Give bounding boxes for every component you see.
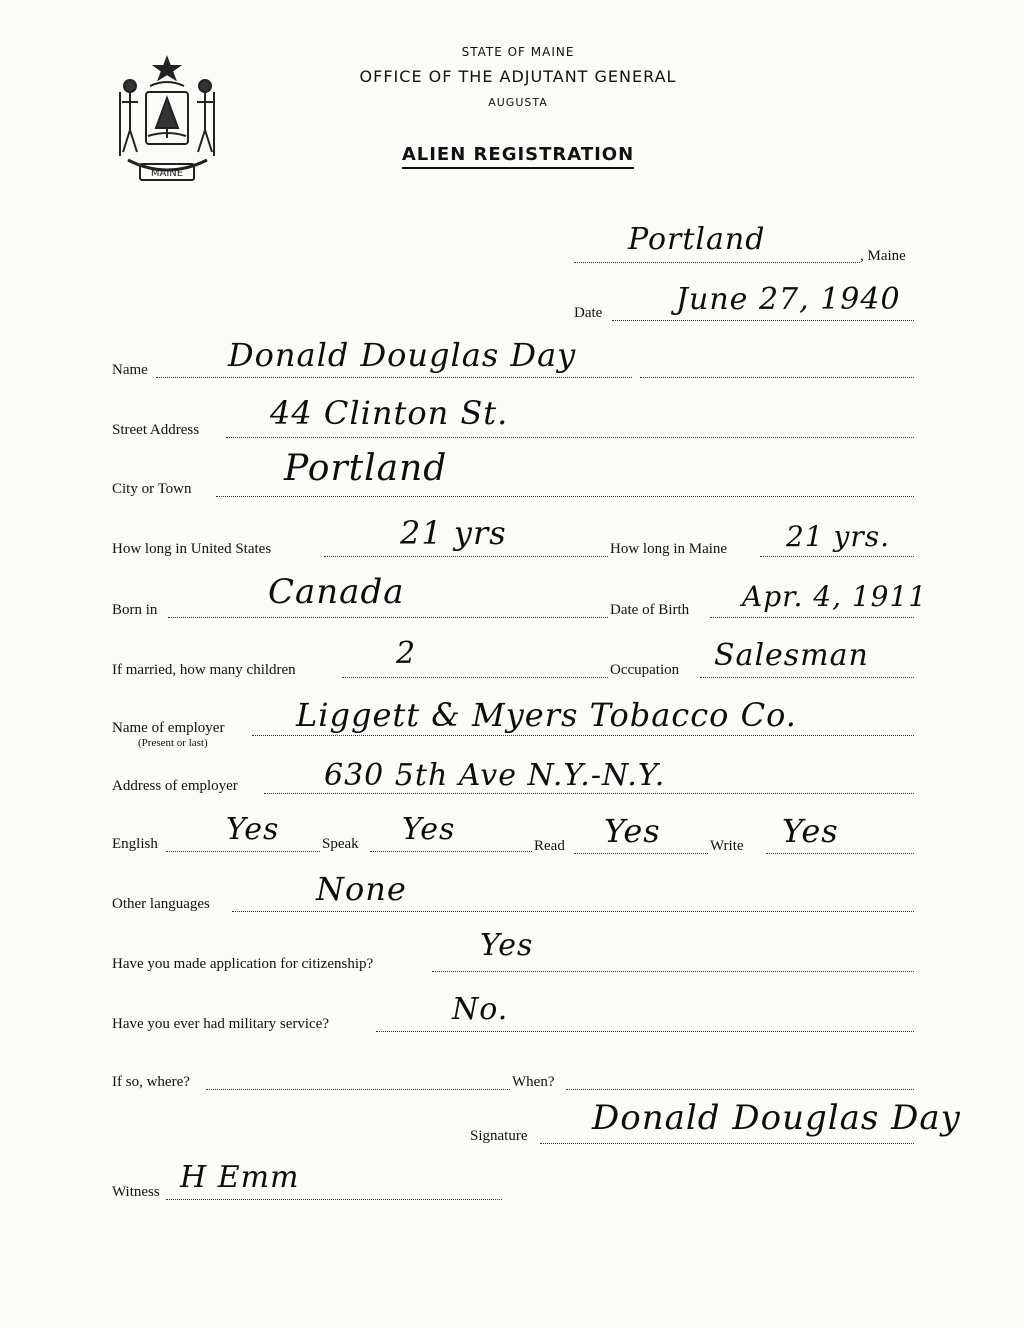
town-line <box>574 262 860 263</box>
english-value: Yes <box>226 812 280 847</box>
city-line <box>216 496 914 497</box>
employer-address-line <box>264 793 914 794</box>
employer-address-value: 630 5th Ave N.Y.-N.Y. <box>324 758 666 793</box>
read-label: Read <box>534 838 565 854</box>
where-label: If so, where? <box>112 1074 190 1090</box>
dob-value: Apr. 4, 1911 <box>742 580 928 613</box>
street-label: Street Address <box>112 422 200 438</box>
occupation-line <box>700 677 914 678</box>
us-long-label: How long in United States <box>112 541 272 557</box>
signature-label: Signature <box>470 1128 528 1144</box>
maine-long-value: 21 yrs. <box>786 520 891 553</box>
when-label: When? <box>512 1074 555 1090</box>
speak-label: Speak <box>322 836 359 852</box>
street-value: 44 Clinton St. <box>270 394 509 432</box>
write-line <box>766 853 914 854</box>
name-value: Donald Douglas Day <box>228 336 577 374</box>
name-label: Name <box>112 362 148 378</box>
witness-label: Witness <box>112 1184 160 1200</box>
signature-line <box>540 1143 914 1144</box>
employer-address-label: Address of employer <box>112 778 238 794</box>
military-line <box>376 1031 914 1032</box>
citizenship-value: Yes <box>480 928 534 963</box>
signature-value: Donald Douglas Day <box>592 1098 961 1138</box>
english-line <box>166 851 320 852</box>
born-label: Born in <box>112 602 158 618</box>
city-value: Portland <box>284 448 448 489</box>
other-languages-line <box>232 911 914 912</box>
employer-value: Liggett & Myers Tobacco Co. <box>296 696 797 734</box>
town-value: Portland <box>628 222 766 257</box>
name-line <box>156 377 632 378</box>
maine-long-line <box>760 556 914 557</box>
read-value: Yes <box>604 812 661 850</box>
military-value: No. <box>452 992 509 1027</box>
children-value: 2 <box>396 636 417 671</box>
other-languages-value: None <box>316 870 407 908</box>
write-value: Yes <box>782 812 839 850</box>
english-label: English <box>112 836 158 852</box>
us-long-value: 21 yrs <box>400 514 507 552</box>
date-value: June 27, 1940 <box>676 282 901 317</box>
form-title: ALIEN REGISTRATION <box>300 144 736 165</box>
svg-text:MAINE: MAINE <box>150 168 184 179</box>
children-label: If married, how many children <box>112 662 296 678</box>
city-label: City or Town <box>112 481 192 497</box>
children-line <box>342 677 608 678</box>
state-heading: STATE OF MAINE <box>461 45 575 59</box>
witness-line <box>166 1199 502 1200</box>
maine-label: , Maine <box>860 248 906 264</box>
speak-line <box>370 851 532 852</box>
name-line-extra <box>640 377 914 378</box>
maine-long-label: How long in Maine <box>610 541 728 557</box>
citizenship-line <box>432 971 914 972</box>
occupation-label: Occupation <box>610 662 680 678</box>
us-long-line <box>324 556 608 557</box>
military-label: Have you ever had military service? <box>112 1016 329 1032</box>
dob-label: Date of Birth <box>610 602 690 618</box>
other-languages-label: Other languages <box>112 896 210 912</box>
city-heading: AUGUSTA <box>488 96 548 109</box>
office-heading: OFFICE OF THE ADJUTANT GENERAL <box>359 67 677 86</box>
date-label: Date <box>574 305 603 321</box>
write-label: Write <box>710 838 744 854</box>
occupation-value: Salesman <box>714 638 869 673</box>
maine-state-seal-icon <box>110 52 225 192</box>
employer-label: Name of employer <box>112 720 225 736</box>
witness-value: H Emm <box>180 1160 300 1195</box>
date-line <box>612 320 914 321</box>
employer-sublabel: (Present or last) <box>138 737 208 749</box>
citizenship-label: Have you made application for citizenship? <box>112 956 374 972</box>
when-line <box>566 1089 914 1090</box>
born-value: Canada <box>268 572 405 612</box>
where-line <box>206 1089 510 1090</box>
street-line <box>226 437 914 438</box>
born-line <box>168 617 608 618</box>
dob-line <box>710 617 914 618</box>
read-line <box>574 853 708 854</box>
employer-line <box>252 735 914 736</box>
speak-value: Yes <box>402 812 456 847</box>
